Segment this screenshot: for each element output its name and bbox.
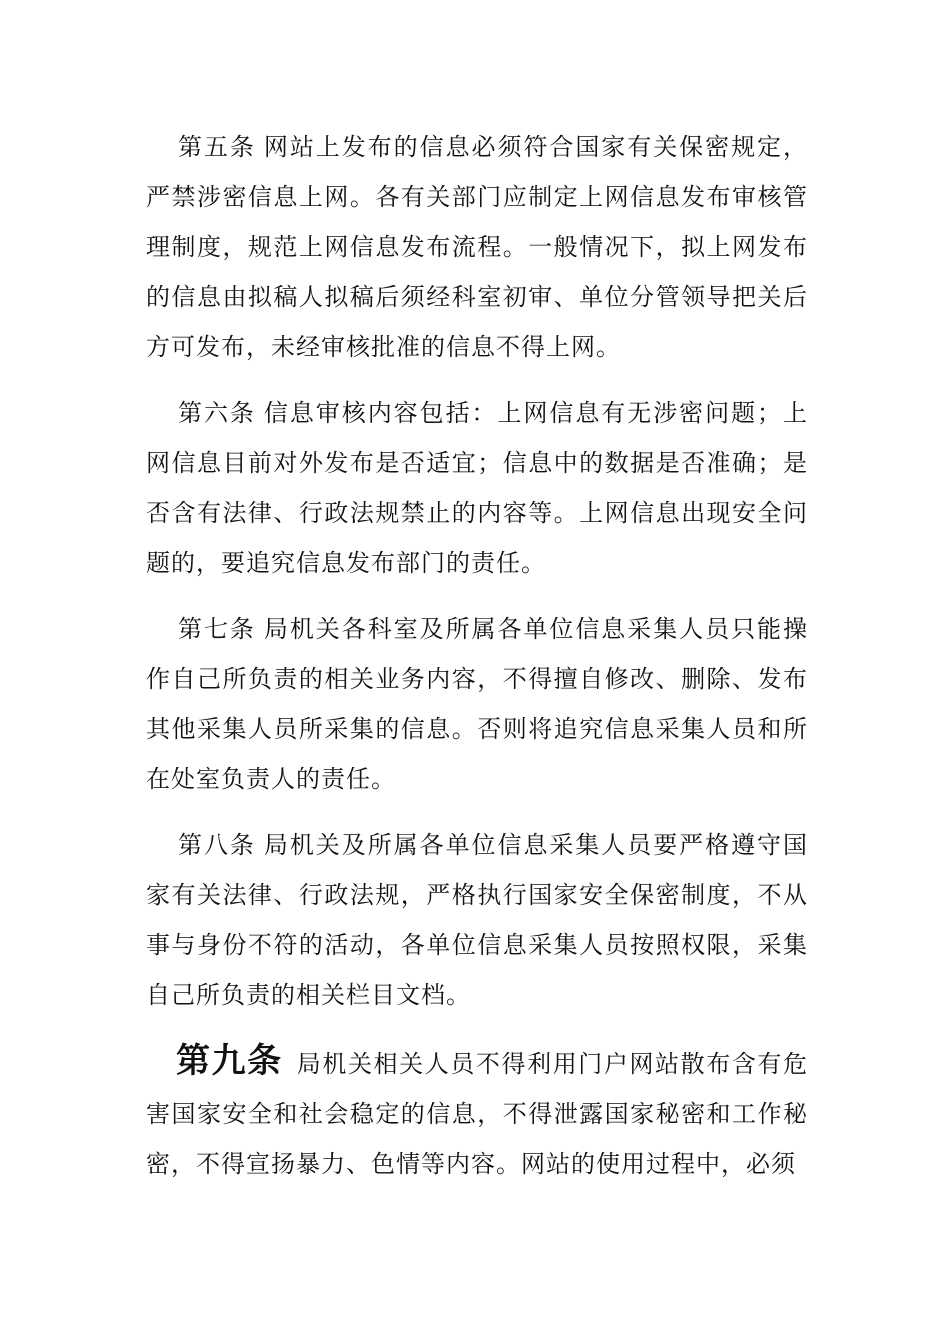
- article-7: [146, 604, 808, 804]
- article-number: 第五条: [178, 133, 256, 161]
- article-9: [146, 1036, 808, 1189]
- article-number: 第六条: [178, 399, 256, 427]
- article-5: [146, 122, 808, 372]
- article-8: [146, 820, 808, 1020]
- article-number: 第七条: [178, 615, 256, 643]
- article-text: 局机关各科室及所属各单位信息采集人员只能操作自己所负责的相关业务内容，不得擅自修改、删除、发布其他采集人员所采集的信息。否则将追究信息采集人员和所在处室负责人的责任。: [146, 615, 809, 793]
- article-text: 局机关相关人员不得利用门户网站散布含有危害国家安全和社会稳定的信息，不得泄露国家秘密和工作秘密，不得宣扬暴力、色情等内容。网站的使用过程中，必须: [146, 1050, 809, 1178]
- article-number-emphasized: 第九条: [176, 1041, 283, 1081]
- article-number: 第八条: [178, 831, 256, 859]
- article-text: 局机关及所属各单位信息采集人员要严格遵守国家有关法律、行政法规，严格执行国家安全保密制度，不从事与身份不符的活动，各单位信息采集人员按照权限，采集自己所负责的相关栏目文档。: [146, 831, 809, 1009]
- article-text: 信息审核内容包括：上网信息有无涉密问题；上网信息目前对外发布是否适宜；信息中的数据是否准确；是否含有法律、行政法规禁止的内容等。上网信息出现安全问题的，要追究信息发布部门的责任。: [146, 399, 809, 577]
- article-text: 网站上发布的信息必须符合国家有关保密规定，严禁涉密信息上网。各有关部门应制定上网信息发布审核管理制度，规范上网信息发布流程。一般情况下，拟上网发布的信息由拟稿人拟稿后须经科室初审、单位分管领导把关后方可发布，未经审核批准的信息不得上网。: [146, 133, 809, 361]
- article-6: [146, 388, 808, 588]
